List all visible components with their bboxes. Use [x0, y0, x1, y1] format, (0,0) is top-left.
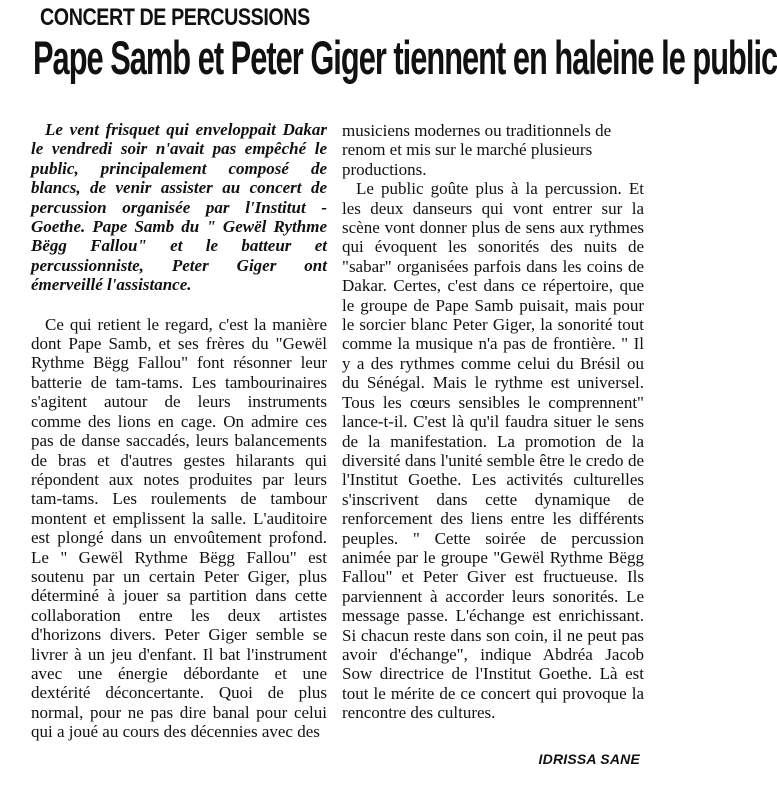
headline: Pape Samb et Peter Giger tiennent en haleine le public [33, 31, 777, 84]
body-paragraph-1: Ce qui retient le regard, c'est la manière dont Pape Samb, et ses frères du "Gewël Rythme Bëgg Fallou" font résonner leur batterie de tam-tams. Les tambourinaires s'agitent autour de leurs instruments comme des lions en cage. On admire ces pas de danse saccadés, leurs balancements de bras et d'autres gestes hilarants qui répondent aux notes produites par leurs tam-tams. Les roulements de tambour montent et emplissent la salle. L'auditoire est plongé dans un envoûtement profond. Le " Gewël Rythme Bëgg Fallou" est soutenu par un certain Peter Giger, plus déterminé à jouer sa partition dans cette collaboration entre les deux artistes d'horizons divers. Peter Giger semble se livrer à un jeu d'enfant. Il bat l'instrument avec une énergie débordante et une dextérité déconcertante. Quoi de plus normal, pour ne pas dire banal pour celui qui a joué au cours des décennies avec des [31, 314, 327, 742]
byline: IDRISSA SANE [538, 751, 640, 767]
kicker: CONCERT DE PERCUSSIONS [40, 4, 310, 31]
body-paragraph-1-continued: musiciens modernes ou traditionnels de renom et mis sur le marché plusieurs productions. [342, 121, 612, 179]
body-paragraph-2: Le public goûte plus à la percussion. Et les deux danseurs qui vont entrer sur la scène vont donner plus de sens aux rythmes qui évoquent les sonorités des nuits de "sabar" organisées parfois dans les coins de Dakar. Certes, c'est dans ce répertoire, que le groupe de Pape Samb puisait, mais pour le sorcier blanc Peter Giger, la sonorité tout comme la musique n'a pas de frontière. " Il y a des rythmes comme celui du Brésil ou du Sénégal. Mais le rythme est universel. Tous les cœurs sensibles le comprennent" lance-t-il. C'est là qu'il faudra situer le sens de la manifestation. La promotion de la diversité dans l'unité semble être le credo de l'Institut Goethe. Les activités culturelles s'inscrivent dans cette dynamique de renforcement des liens entre les différents peuples. " Cette soirée de percussion animée par le groupe "Gewël Rythme Bëgg Fallou" et Peter Giver est fructueuse. Ils parviennent à accorder leurs sonorités. Le message passe. L'échange est enrichissant. Si chacun reste dans son coin, il ne peut pas avoir d'échange", indique Abdréa Jacob Sow directrice de l'Institut Goethe. Là est tout le mérite de ce concert qui provoque la rencontre des cultures. [342, 179, 644, 723]
right-column [342, 121, 644, 723]
lead-paragraph: Le vent frisquet qui enveloppait Dakar le vendredi soir n'avait pas empêché le public, principalement composé de blancs, de venir assister au concert de percussion organisée par l'Institut -Goethe. Pape Samb du " Gewël Rythme Bëgg Fallou" et le batteur et percussionniste, Peter Giger ont émerveillé l'assistance. [31, 120, 327, 295]
left-column [31, 120, 327, 742]
